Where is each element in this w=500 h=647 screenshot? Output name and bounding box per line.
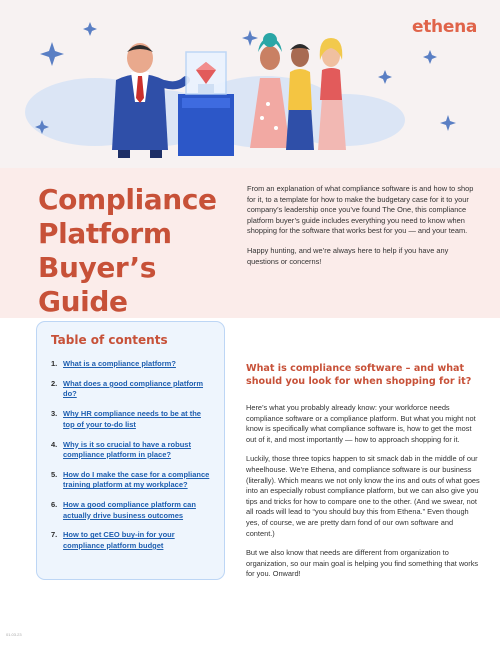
footer-code: 01.03.23 <box>6 632 22 637</box>
toc-number: 6. <box>51 500 58 510</box>
toc-number: 2. <box>51 378 58 388</box>
toc-link[interactable]: How to get CEO buy-in for your compliance platform budget <box>63 530 175 550</box>
toc-number: 5. <box>51 469 58 479</box>
toc-item <box>51 379 212 400</box>
toc-link[interactable]: What does a good compliance platform do? <box>63 378 204 399</box>
toc-item <box>51 409 212 430</box>
body-paragraph: Here’s what you probably already know: your workforce needs compliance software or a compliance platform. But what you might not know is specifically what compliance software is, how to get the most out of it, and most importantly — how to approach shopping for it. <box>246 403 476 444</box>
toc-number: 4. <box>51 439 58 449</box>
toc-title: Table of contents <box>51 333 168 347</box>
section-body <box>246 403 480 580</box>
table-of-contents <box>36 321 225 580</box>
toc-link[interactable]: Why HR compliance needs to be at the top of your to-do list <box>63 409 201 429</box>
toc-number: 7. <box>51 530 58 540</box>
ethena-logo: ethena <box>412 17 478 37</box>
toc-link[interactable]: What is a compliance platform? <box>63 359 176 368</box>
body-paragraph: But we also know that needs are different from organization to organization, so our main goal is helping you find something that works for you. Onward! <box>246 548 479 579</box>
title-line: Compliance <box>38 183 217 216</box>
intro-paragraph: From an explanation of what compliance software is and how to shop for it, to a template for how to make the budgetary case for it to your company’s leadership once you’ve found The One, this compliance platform buyer’s guide includes everything you need to know when shopping for the software that works best for you — and your team. <box>247 184 474 236</box>
diamond-display-case <box>178 52 234 156</box>
title-line: Buyer’s Guide <box>38 251 157 318</box>
toc-item <box>51 530 212 551</box>
page-title <box>38 183 238 319</box>
man-yellow-shirt <box>286 44 314 150</box>
woman-pink-pants <box>318 38 346 150</box>
toc-number: 1. <box>51 359 58 368</box>
toc-link[interactable]: How do I make the case for a compliance training platform at my workplace? <box>63 469 210 490</box>
intro-text <box>247 184 479 267</box>
body-paragraph: Luckily, those three topics happen to sit smack dab in the middle of our wheelhouse. We’re Ethena, and compliance software is our business (literally). Which means we not only know the ins and outs of what goes into an especially robust compliance platform, but we can also give you tips and tricks for how to compare one to the other. (And we swear, not all roads will lead to “you should buy this from Ethena.” Even though yes, of course, we are pretty darn fond of our own software and content.) <box>246 454 480 538</box>
toc-link[interactable]: How a good compliance platform can actually drive business outcomes <box>63 500 196 520</box>
intro-paragraph: Happy hunting, and we’re always here to help if you have any questions or concerns! <box>247 245 449 266</box>
section-heading: What is compliance software – and what should you look for when shopping for it? <box>246 363 472 387</box>
toc-item <box>51 500 212 521</box>
toc-link[interactable]: Why is it so crucial to have a robust compliance platform in place? <box>63 439 191 459</box>
toc-item <box>51 440 212 461</box>
title-line: Platform <box>38 217 172 250</box>
toc-item <box>51 359 212 369</box>
toc-number: 3. <box>51 409 58 419</box>
toc-item <box>51 470 212 491</box>
